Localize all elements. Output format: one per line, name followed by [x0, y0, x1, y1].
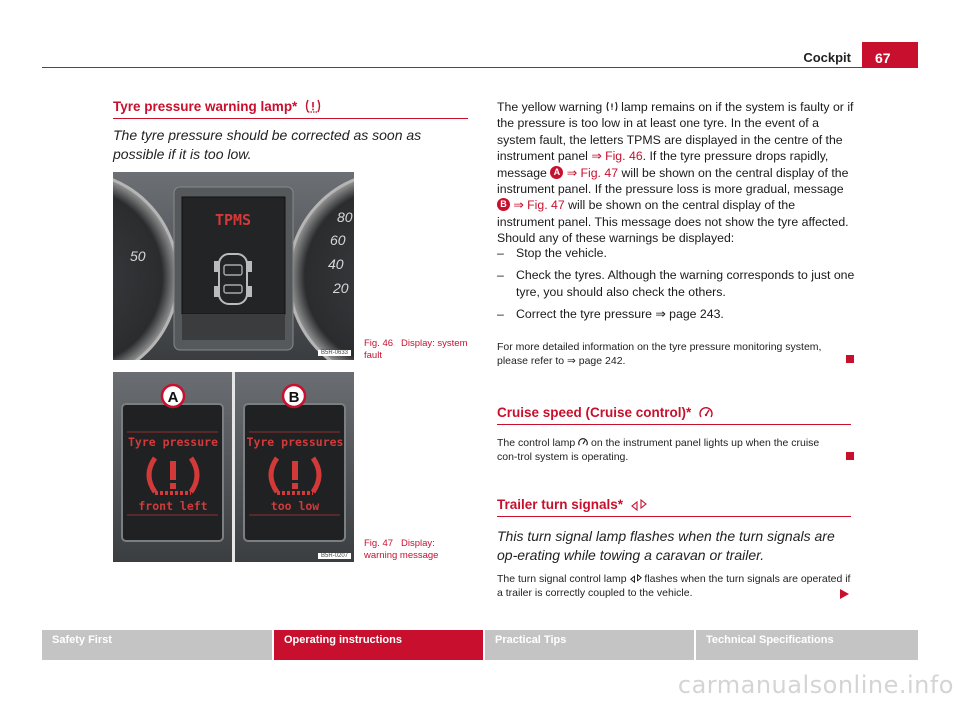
- figure-46-number: Fig. 46: [364, 338, 394, 349]
- continued-arrow: [840, 589, 849, 599]
- gauge-num-60: 60: [330, 232, 346, 248]
- tpms-heading-rule: [113, 118, 468, 119]
- cruise-control-inline-icon: [578, 438, 588, 447]
- list-item-text: Stop the vehicle.: [516, 246, 607, 260]
- para-text-5: will be shown on the central display of the instrument panel. This message does not show the tyre affected. Should any of these warnings be displayed:: [497, 198, 849, 246]
- badge-a: A: [550, 166, 563, 179]
- panel-b-line2: too low: [270, 499, 320, 513]
- trailer-heading: [497, 497, 647, 514]
- para-text-1: The yellow warning: [497, 100, 603, 114]
- fig-47-link-1[interactable]: ⇒ Fig. 47: [566, 165, 619, 180]
- cruise-heading: [497, 405, 713, 422]
- figure-47-caption: [364, 538, 469, 561]
- cruise-paragraph: [497, 436, 842, 464]
- gauge-num-80: 80: [337, 209, 353, 225]
- gauge-num-20: 20: [333, 280, 349, 296]
- footer-nav: [42, 630, 918, 660]
- para-text-3: . If the tyre pressure drops rapidly, message: [497, 149, 829, 180]
- callout-a: A: [167, 389, 179, 406]
- watermark: carmanualsonline.info: [677, 671, 954, 699]
- trailer-text-1: The turn signal control lamp: [497, 573, 627, 585]
- cruise-text-1: The control lamp: [497, 437, 576, 449]
- footer-tab-technical-specifications[interactable]: Technical Specifications: [696, 630, 918, 660]
- tyre-warning-inline-icon: [606, 101, 618, 112]
- gauge-num-40: 40: [328, 256, 344, 272]
- trailer-turn-signal-icon: [631, 499, 647, 514]
- panel-a-line1: Tyre pressure: [127, 435, 219, 449]
- figure-46-caption: [364, 338, 469, 361]
- cruise-heading-text: Cruise speed (Cruise control)*: [497, 405, 692, 420]
- para-text-4: will be shown on the central display of the instrument panel. If the pressure loss is more gradual, message: [497, 165, 849, 197]
- figure-46-caption-text: Display: system fault: [364, 338, 468, 361]
- running-header-section: Cockpit: [803, 50, 851, 65]
- list-item: – Correct the tyre pressure ⇒ page 243.: [497, 307, 724, 322]
- tpms-heading: [113, 99, 321, 116]
- fig-46-link[interactable]: ⇒ Fig. 46: [591, 149, 643, 164]
- trailer-lead: This turn signal lamp flashes when the turn signals are op-erating while towing a caravan or trailer.: [497, 528, 835, 563]
- list-item-text: Correct the tyre pressure ⇒ page 243.: [516, 307, 724, 322]
- tpms-steps-list: [497, 245, 855, 329]
- footer-tab-operating-instructions[interactable]: Operating instructions: [274, 630, 483, 660]
- panel-a-line2: front left: [138, 499, 208, 513]
- tyre-warning-icon: [305, 99, 321, 116]
- trailer-heading-rule: [497, 516, 851, 517]
- footer-tab-practical-tips[interactable]: Practical Tips: [485, 630, 694, 660]
- badge-b: B: [497, 198, 510, 211]
- fig-47-link-2[interactable]: ⇒ Fig. 47: [513, 198, 565, 213]
- figure-46-code: B5R-0633: [318, 350, 351, 356]
- footer-tab-safety-first[interactable]: Safety First: [42, 630, 272, 660]
- cruise-heading-rule: [497, 424, 851, 425]
- section-end-mark: [846, 452, 854, 460]
- list-item: – Stop the vehicle.: [497, 246, 607, 260]
- tpms-note: For more detailed information on the tyre pressure monitoring system, please refer to ⇒ page 242.: [497, 341, 822, 367]
- section-end-mark: [846, 355, 854, 363]
- para-text-2: lamp remains on if the system is faulty or if the pressure is too low in at least one tyre. In the event of a system fault, the letters TPMS are displayed in the centre of the instrument panel: [497, 100, 854, 164]
- figure-47-image: [113, 372, 354, 562]
- tpms-heading-text: Tyre pressure warning lamp*: [113, 99, 298, 114]
- figure-47-caption-text: Display: warning message: [364, 538, 439, 561]
- trailer-heading-text: Trailer turn signals*: [497, 497, 624, 512]
- cruise-text-2: on the instrument panel lights up when the cruise con-trol system is operating.: [497, 437, 820, 463]
- gauge-num-50: 50: [130, 248, 146, 264]
- cruise-control-icon: [699, 407, 713, 422]
- trailer-paragraph: [497, 572, 852, 600]
- trailer-text-2: flashes when the turn signals are operated if a trailer is correctly coupled to the vehicle.: [497, 573, 851, 599]
- figure-47-code: B5R-0207: [318, 553, 351, 559]
- tpms-screen-text: TPMS: [214, 211, 252, 229]
- trailer-turn-signal-inline-icon: [630, 574, 642, 583]
- callout-b: B: [288, 389, 300, 406]
- panel-b-line1: Tyre pressures: [246, 435, 344, 449]
- page-number: 67: [862, 42, 918, 68]
- figure-47-number: Fig. 47: [364, 538, 394, 549]
- tpms-lead: The tyre pressure should be corrected as soon as possible if it is too low.: [113, 127, 422, 162]
- list-item-text: Check the tyres. Although the warning corresponds to just one tyre, you should also check the others.: [516, 268, 855, 299]
- figure-46-image: [113, 172, 354, 360]
- list-item: – Check the tyres. Although the warning corresponds to just one tyre, you should also check the others.: [497, 268, 855, 299]
- header-rule: [42, 67, 918, 68]
- tpms-paragraph: [497, 99, 855, 247]
